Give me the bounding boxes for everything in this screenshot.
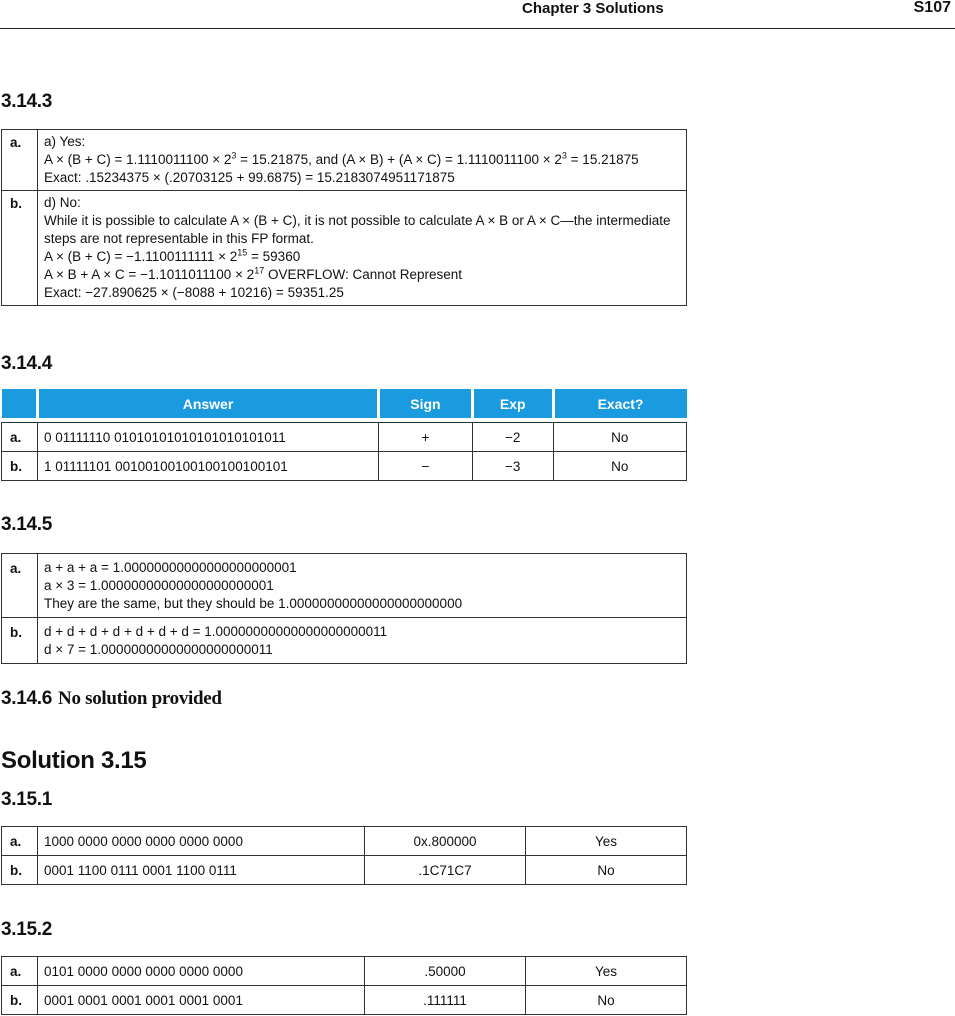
section-title-3-14-6: 3.14.6 No solution provided xyxy=(1,688,222,709)
table-row xyxy=(2,554,687,618)
answer-cell xyxy=(38,130,687,191)
row-label: a. xyxy=(2,130,38,191)
answer-cell xyxy=(38,191,687,306)
answer-line: They are the same, but they should be 1.00000000000000000000000 xyxy=(44,596,463,611)
row-label: a. xyxy=(2,554,38,618)
answer-table-3-14-4 xyxy=(1,389,687,481)
hex-cell: .50000 xyxy=(365,957,526,986)
section-title-3-15-1: 3.15.1 xyxy=(1,789,53,810)
exact-cell: Yes xyxy=(526,957,687,986)
section-title-3-14-5: 3.14.5 xyxy=(1,514,53,535)
col-header-sign: Sign xyxy=(379,389,473,418)
row-label: b. xyxy=(2,618,38,664)
col-header-answer: Answer xyxy=(38,389,379,418)
answer-line: Exact: −27.890625 × (−8088 + 10216) = 59351.25 xyxy=(44,285,344,300)
answer-line: d + d + d + d + d + d + d = 1.00000000000000000000011 xyxy=(44,624,388,639)
answer-line: a × 3 = 1.00000000000000000000001 xyxy=(44,578,274,593)
sign-cell: + xyxy=(379,423,473,452)
solution-heading: Solution 3.15 xyxy=(1,747,147,774)
exp-cell: −2 xyxy=(472,423,553,452)
answer-line: $A \times B + A \times C = -1.1011011100 \times 2^{17}$ OVERFLOW: Cannot Represent xyxy=(44,265,463,282)
sign-cell: − xyxy=(379,452,473,481)
table-row xyxy=(2,618,687,664)
answer-line: a + a + a = 1.00000000000000000000001 xyxy=(44,560,297,575)
answer-line: $A \times (B + C) = -1.1100111111 \times 2^{15} = 59360$ xyxy=(44,247,301,264)
hex-cell: .1C71C7 xyxy=(365,856,526,885)
answer-cell: 0 01111110 01010101010101010101011 xyxy=(38,423,379,452)
answer-cell xyxy=(38,554,687,618)
exact-cell: No xyxy=(553,452,686,481)
row-label: a. xyxy=(2,827,38,856)
bits-cell: 0001 0001 0001 0001 0001 0001 xyxy=(38,986,365,1015)
col-header-exp: Exp xyxy=(472,389,553,418)
section-title-3-14-3: 3.14.3 xyxy=(1,91,53,112)
row-label: a. xyxy=(2,423,38,452)
hex-cell: 0x.800000 xyxy=(365,827,526,856)
row-label: b. xyxy=(2,191,38,306)
row-label: b. xyxy=(2,452,38,481)
solution-table-3-14-5 xyxy=(1,553,687,664)
table-row xyxy=(2,957,687,986)
table-row xyxy=(2,130,687,191)
no-solution-note: No solution provided xyxy=(58,688,222,709)
page-number: S107 xyxy=(913,0,951,16)
answer-line: While it is possible to calculate A × (B + C), it is not possible to calculate A × B or A × C—the intermediate steps are not representable in this FP format. xyxy=(44,213,671,246)
section-title-3-14-4: 3.14.4 xyxy=(1,353,53,374)
exact-cell: No xyxy=(526,986,687,1015)
answer-line: d × 7 = 1.00000000000000000000011 xyxy=(44,642,273,657)
answer-line: a) Yes: xyxy=(44,134,86,149)
solution-table-3-14-3 xyxy=(1,129,687,306)
exact-cell: No xyxy=(553,423,686,452)
row-label: b. xyxy=(2,856,38,885)
table-row xyxy=(2,452,687,481)
table-row xyxy=(2,856,687,885)
answer-cell: 1 01111101 00100100100100100100101 xyxy=(38,452,379,481)
blank-header xyxy=(2,389,38,418)
bits-cell: 0001 1100 0111 0001 1100 0111 xyxy=(38,856,365,885)
answer-cell xyxy=(38,618,687,664)
row-label: b. xyxy=(2,986,38,1015)
table-row xyxy=(2,423,687,452)
answer-table-3-15-1 xyxy=(1,826,687,885)
bits-cell: 1000 0000 0000 0000 0000 0000 xyxy=(38,827,365,856)
row-label: a. xyxy=(2,957,38,986)
header-row xyxy=(2,389,687,418)
exp-cell: −3 xyxy=(472,452,553,481)
exact-cell: Yes xyxy=(526,827,687,856)
exact-cell: No xyxy=(526,856,687,885)
table-row xyxy=(2,191,687,306)
table-row xyxy=(2,986,687,1015)
bits-cell: 0101 0000 0000 0000 0000 0000 xyxy=(38,957,365,986)
answer-line: d) No: xyxy=(44,195,81,210)
hex-cell: .111111 xyxy=(365,986,526,1015)
running-header xyxy=(0,0,955,29)
answer-line: Exact: .15234375 × (.20703125 + 99.6875) = 15.2183074951171875 xyxy=(44,170,455,185)
col-header-exact: Exact? xyxy=(553,389,686,418)
section-title-3-15-2: 3.15.2 xyxy=(1,919,53,940)
answer-line: $A \times (B + C) = 1.1110011100 \times 2^3 = 15.21875$, and $(A \times B) + (A \times C) = 1.1110011100 \times 2^3 = 15.21875$ xyxy=(44,150,639,167)
chapter-title: Chapter 3 Solutions xyxy=(522,0,664,17)
answer-table-3-15-2 xyxy=(1,956,687,1015)
table-row xyxy=(2,827,687,856)
